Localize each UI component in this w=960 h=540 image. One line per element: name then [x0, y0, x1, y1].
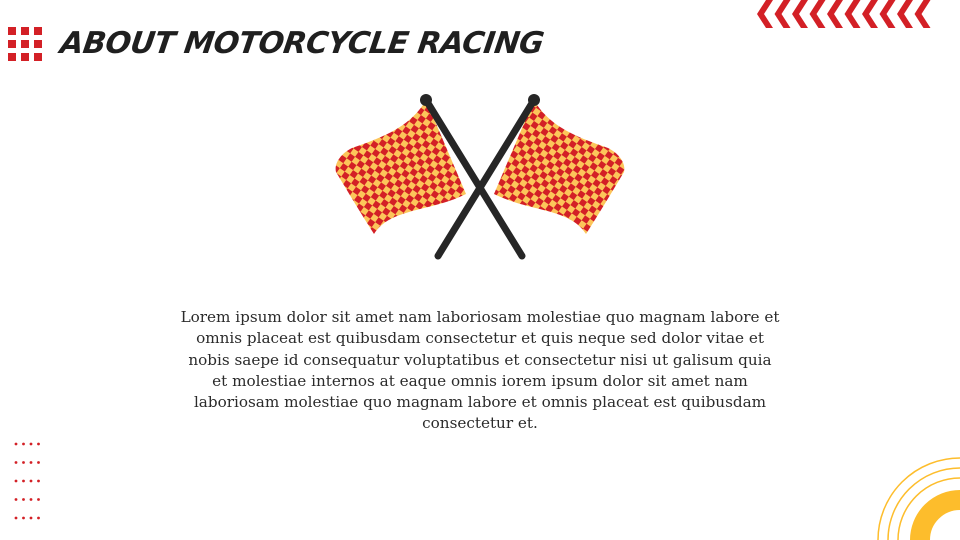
crossed-checkered-flags-icon — [330, 88, 630, 268]
dot-mark — [37, 461, 40, 464]
body-paragraph: Lorem ipsum dolor sit amet nam laboriosam molestiae quo magnam labore et omnis placeat est quibusdam consectetur et quis neque sed dolor vitae et nobis saepe id consequatur voluptatibus et consectetur nisi ut galisum quia et molestiae internos at eaque omnis iorem ipsum dolor sit amet nam laboriosam molestiae quo magnam labore et omnis placeat est quibusdam consectetur et. — [180, 308, 780, 433]
dot-mark — [22, 461, 25, 464]
chevron-mark — [915, 0, 931, 28]
slide-title: ABOUT MOTORCYCLE RACING — [58, 26, 546, 61]
chevron-mark — [897, 0, 913, 28]
dot-mark — [37, 498, 40, 501]
right-pole-knob — [528, 94, 540, 106]
chevron-mark — [810, 0, 826, 28]
dot-mark — [15, 480, 18, 483]
dot-mark — [37, 480, 40, 483]
dot-mark — [30, 461, 33, 464]
dot-mark — [37, 517, 40, 520]
dot-mark — [22, 498, 25, 501]
dot-mark — [22, 517, 25, 520]
chevron-stripe-icon — [755, 0, 935, 28]
dot-mark — [30, 498, 33, 501]
dot-mark — [15, 461, 18, 464]
concentric-arcs-icon — [870, 450, 960, 540]
chevron-mark — [827, 0, 843, 28]
chevron-mark — [757, 0, 773, 28]
dot-mark — [22, 443, 25, 446]
dot-mark — [15, 517, 18, 520]
dot-rows-icon — [14, 438, 44, 528]
right-flag-cloth — [494, 100, 624, 234]
chevron-mark — [792, 0, 808, 28]
chevron-mark — [862, 0, 878, 28]
dot-mark — [22, 480, 25, 483]
chevron-mark — [845, 0, 861, 28]
dot-mark — [30, 443, 33, 446]
dot-mark — [15, 498, 18, 501]
dot-mark — [30, 480, 33, 483]
dot-mark — [15, 443, 18, 446]
dot-mark — [30, 517, 33, 520]
chevron-mark — [775, 0, 791, 28]
grid-logo-icon — [8, 27, 42, 61]
left-flag-cloth — [336, 100, 466, 234]
dot-mark — [37, 443, 40, 446]
left-pole-knob — [420, 94, 432, 106]
chevron-mark — [880, 0, 896, 28]
